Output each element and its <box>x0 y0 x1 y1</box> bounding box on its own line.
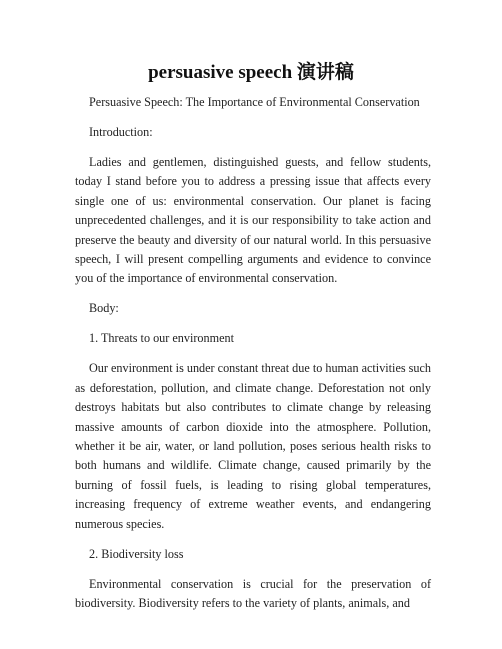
introduction-paragraph: Ladies and gentlemen, distinguished guests, and fellow students, today I stand before you to address a pressing issue that affects every single one of us: environmental conservation. Our planet is facing unprecedented challenges, and it is our responsibility to take action and preserve the beauty and diversity of our natural world. In this persuasive speech, I will present compelling arguments and evidence to convince you of the importance of environmental conservation. <box>75 155 431 286</box>
section-1-heading: 1. Threats to our environment <box>89 331 234 346</box>
section-2-paragraph: Environmental conservation is crucial for the preservation of biodiversity. Biodiversity refers to the variety of plants, animals, and <box>75 576 431 611</box>
body-heading: Body: <box>89 301 119 316</box>
section-2-heading: 2. Biodiversity loss <box>89 546 184 561</box>
introduction-heading: Introduction: <box>89 125 153 139</box>
document-body <box>75 93 431 624</box>
document-title: persuasive speech 演讲稿 <box>148 62 354 83</box>
speech-subtitle: Persuasive Speech: The Importance of Environmental Conservation <box>89 95 420 109</box>
section-1-paragraph: Our environment is under constant threat due to human activities such as deforestation, pollution, and climate change. Deforestation not only destroys habitats but also contributes to climate change by releasing massive amounts of carbon dioxide into the atmosphere. Pollution, whether it be air, water, or land pollution, poses serious health risks to both humans and wildlife. Climate change, caused primarily by the burning of fossil fuels, is leading to rising global temperatures, increasing frequency of extreme weather events, and endangering numerous species. <box>75 361 431 531</box>
